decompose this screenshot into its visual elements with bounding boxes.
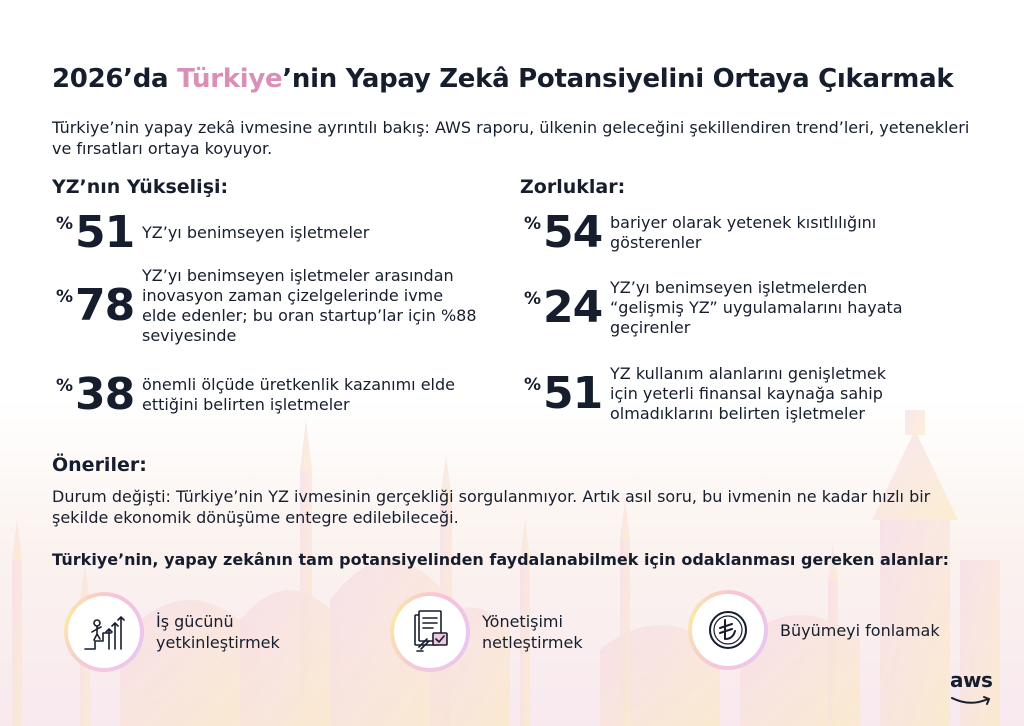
focus-areas-heading: Türkiye’nin, yapay zekânın tam potansiyelinden faydalanabilmek için odaklanması gereken alanlar: — [52, 550, 950, 569]
focus-label-line1: Büyümeyi fonlamak — [780, 620, 940, 640]
focus-label — [780, 620, 940, 641]
rise-stat-3 — [56, 369, 496, 420]
focus-icon-ring — [64, 592, 144, 672]
stat-description: YZ’yı benimseyen işletmeler arasından inovasyon zaman çizelgelerinde ivme elde edenler; bu oran startup’lar için %88 seviyesinde — [142, 266, 477, 345]
percent-sign: % — [524, 289, 542, 309]
stat-value: 51 — [75, 207, 135, 258]
stat-value: 54 — [543, 207, 603, 258]
stat-description: bariyer olarak yetenek kısıtlılığını gösterenler — [610, 213, 877, 252]
stat-value: 38 — [75, 369, 135, 420]
percent-sign: % — [524, 214, 542, 234]
aws-smile-arrow-icon — [950, 695, 996, 707]
focus-label-line1: Yönetişimi — [482, 612, 563, 631]
percent-sign: % — [56, 376, 74, 396]
stat-value: 78 — [75, 280, 135, 331]
challenges-heading: Zorluklar: — [520, 176, 626, 198]
stat-description: önemli ölçüde üretkenlik kazanımı elde ettiğini belirten işletmeler — [142, 375, 455, 414]
focus-item-workforce — [64, 592, 280, 672]
title-part-1: 2026’da — [52, 64, 178, 94]
title-accent: Türkiye — [177, 64, 283, 94]
workforce-growth-icon — [81, 609, 127, 655]
turkish-lira-coin-icon — [705, 607, 751, 653]
focus-label-line2: yetkinleştirmek — [156, 633, 280, 652]
focus-label-line2: netleştirmek — [482, 633, 583, 652]
challenge-stat-2 — [524, 278, 944, 338]
stat-value: 51 — [543, 368, 603, 419]
focus-item-governance — [390, 592, 583, 672]
stat-description: YZ kullanım alanlarını genişletmek için yeterli finansal kaynağa sahip olmadıklarını belirten işletmeler — [610, 364, 887, 423]
page-subtitle: Türkiye’nin yapay zekâ ivmesine ayrıntılı bakış: AWS raporu, ülkenin geleceğini şekillendiren trend’leri, yetenekleri ve fırsatları ortaya koyuyor. — [52, 118, 970, 158]
recommendations-heading: Öneriler: — [52, 454, 147, 476]
focus-label-line1: İş gücünü — [156, 612, 234, 631]
rise-stat-1 — [56, 207, 476, 258]
recommendations-text: Durum değişti: Türkiye’nin YZ ivmesinin gerçekliği sorgulanmıyor. Artık asıl soru, bu ivmenin ne kadar hızlı bir şekilde ekonomik dönüşüme entegre edilebileceği. — [52, 487, 931, 527]
percent-sign: % — [56, 214, 74, 234]
aws-logo-text: aws — [950, 668, 993, 692]
focus-icon-ring — [688, 590, 768, 670]
stat-description: YZ’yı benimseyen işletmeler — [142, 223, 370, 242]
page-title — [52, 64, 953, 94]
challenge-stat-1 — [524, 207, 944, 258]
rise-stat-2 — [56, 266, 496, 346]
focus-label — [482, 611, 583, 653]
percent-sign: % — [524, 375, 542, 395]
governance-document-icon — [407, 609, 453, 655]
focus-label — [156, 611, 280, 653]
rise-heading: YZ’nın Yükselişi: — [52, 176, 229, 198]
focus-item-funding — [688, 590, 940, 670]
challenge-stat-3 — [524, 364, 944, 424]
stat-description: YZ’yı benimseyen işletmelerden “gelişmiş YZ” uygulamalarını hayata geçirenler — [610, 278, 903, 337]
focus-icon-ring — [390, 592, 470, 672]
percent-sign: % — [56, 287, 74, 307]
title-part-2: ’nin Yapay Zekâ Potansiyelini Ortaya Çıkarmak — [282, 64, 954, 94]
stat-value: 24 — [543, 282, 603, 333]
aws-logo — [950, 668, 996, 711]
